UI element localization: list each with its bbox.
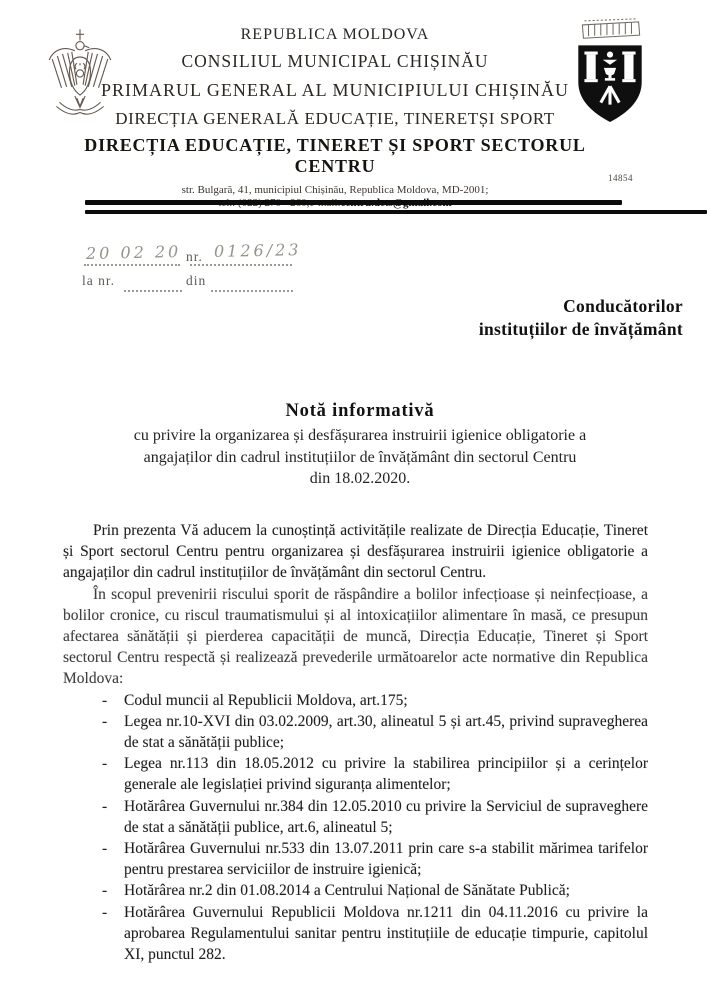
list-item: - Hotărârea nr.2 din 01.08.2014 a Centrului Național de Sănătate Publică; xyxy=(100,880,648,901)
document-subtitle xyxy=(36,425,684,490)
letterhead xyxy=(70,26,600,209)
document-title: Notă informativă xyxy=(285,401,435,421)
letterhead-council: CONSILIUL MUNICIPAL CHIȘINĂU xyxy=(181,51,489,71)
recipient-line1: Conducătorilor xyxy=(563,296,683,316)
recipient-block xyxy=(479,295,683,341)
list-item: - Legea nr.10-XVI din 03.02.2009, art.30, alineatul 5 și art.45, privind supravegherea de stat a sănătății publice; xyxy=(100,711,648,753)
letterhead-directorate-sector: DIRECȚIA EDUCAȚIE, TINERET ȘI SPORT SECTORUL CENTRU xyxy=(84,135,586,176)
subtitle-line2: angajaților din cadrul instituțiilor de învățământ din sectorul Centru xyxy=(143,448,577,466)
letterhead-country: REPUBLICA MOLDOVA xyxy=(240,26,430,43)
la-nr-blank xyxy=(124,290,182,292)
letter-body xyxy=(63,520,648,965)
letterhead-mayor: PRIMARUL GENERAL AL MUNICIPIULUI CHIȘINĂU xyxy=(101,80,569,100)
document-title-block xyxy=(36,401,684,490)
letterhead-directorate-general: DIRECȚIA GENERALĂ EDUCAȚIE, TINERETȘI SPORT xyxy=(115,109,555,128)
recipient-line2: instituțiilor de învățământ xyxy=(478,319,683,339)
list-item: - Hotărârea Guvernului nr.533 din 13.07.2011 prin care s-a stabilit mărimea tarifelor pentru prestarea serviciilor de instruire igienică; xyxy=(100,838,648,880)
form-number: 14854 xyxy=(608,173,633,183)
list-item: - Hotărârea Guvernului Republicii Moldova nr.1211 din 04.11.2016 cu privire la aprobarea Regulamentului sanitar pentru instituțiile de educație timpurie, capitolul XI, punctul 282. xyxy=(100,902,648,966)
letterhead-divider-bottom xyxy=(85,210,707,214)
subtitle-line3: din 18.02.2020. xyxy=(309,470,411,487)
handwritten-date: 20 02 20 xyxy=(85,242,182,263)
subtitle-line1: cu privire la organizarea și desfășurarea instruirii igienice obligatorie a xyxy=(133,427,587,444)
din-blank xyxy=(211,290,293,292)
list-item: - Codul muncii al Republicii Moldova, art.175; xyxy=(100,690,648,711)
handwritten-registration-number: 0126/23 xyxy=(213,240,302,261)
list-item: - Legea nr.113 din 18.05.2012 cu privire la stabilirea principiilor și a cerințelor generale ale legislației privind siguranța alimentelor; xyxy=(100,753,648,795)
list-item: - Hotărârea Guvernului nr.384 din 12.05.2010 cu privire la Serviciul de supraveghere de stat a sănătății publice, art.6, alineatul 5; xyxy=(100,796,648,838)
registration-underline xyxy=(84,264,180,266)
la-nr-label: la nr. xyxy=(82,273,115,288)
letterhead-divider-top xyxy=(85,200,622,205)
normative-acts-list xyxy=(63,690,648,966)
registration-underline xyxy=(190,264,292,266)
body-paragraph-1: Prin prezenta Vă aducem la cunoștință activitățile realizate de Direcția Educație, Tineret și Sport sectorul Centru pentru organizarea și desfășurarea instruirii igienice obligatorie a angajaților din cadrul instituțiilor de învățământ din sectorul Centru. xyxy=(63,522,648,582)
nr-label: nr. xyxy=(186,249,203,264)
letterhead-address: str. Bulgară, 41, municipiul Chișinău, Republica Moldova, MD-2001; xyxy=(181,184,489,196)
din-label: din xyxy=(186,273,207,288)
body-paragraph-2: În scopul prevenirii riscului sporit de răspândire a bolilor infecțioase și neinfecțioase, a bolilor cronice, cu riscul traumatismului și al intoxicațiilor alimentare în masă, ce presupun afectarea sănătății și pierderea capacității de muncă, Direcția Educație, Tineret și Sport sectorul Centru respectă și realizează prevederile următoarelor acte normative din Republica Moldova: xyxy=(63,585,648,688)
